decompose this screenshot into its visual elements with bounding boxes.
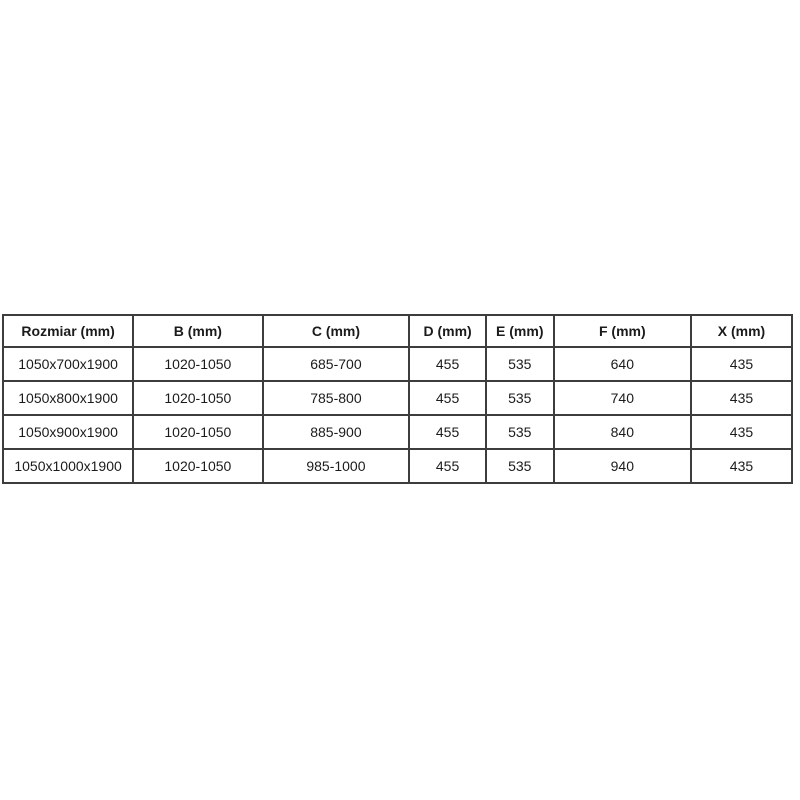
table-cell: 1020-1050 (133, 415, 262, 449)
table-cell: 1020-1050 (133, 381, 262, 415)
table-cell: 1020-1050 (133, 449, 262, 483)
table-cell: 1050x700x1900 (3, 347, 133, 381)
table-row (3, 449, 792, 483)
column-header: X (mm) (691, 315, 792, 347)
table-cell: 740 (554, 381, 691, 415)
table-body (3, 347, 792, 483)
table-cell: 1020-1050 (133, 347, 262, 381)
column-header: D (mm) (409, 315, 486, 347)
column-header: C (mm) (263, 315, 410, 347)
table-cell: 455 (409, 449, 486, 483)
table-row (3, 347, 792, 381)
column-header: F (mm) (554, 315, 691, 347)
table-header (3, 315, 792, 347)
table-cell: 535 (486, 381, 554, 415)
table-cell: 535 (486, 415, 554, 449)
table-cell: 455 (409, 381, 486, 415)
dimension-spec-table (2, 314, 793, 484)
table-cell: 435 (691, 381, 792, 415)
dimension-spec-table-container (2, 314, 793, 484)
table-cell: 985-1000 (263, 449, 410, 483)
table-header-row (3, 315, 792, 347)
table-row (3, 415, 792, 449)
column-header: Rozmiar (mm) (3, 315, 133, 347)
table-cell: 535 (486, 449, 554, 483)
table-cell: 840 (554, 415, 691, 449)
table-cell: 435 (691, 415, 792, 449)
table-cell: 940 (554, 449, 691, 483)
table-cell: 1050x800x1900 (3, 381, 133, 415)
table-cell: 885-900 (263, 415, 410, 449)
table-cell: 435 (691, 347, 792, 381)
table-cell: 455 (409, 415, 486, 449)
table-cell: 535 (486, 347, 554, 381)
table-cell: 640 (554, 347, 691, 381)
column-header: E (mm) (486, 315, 554, 347)
column-header: B (mm) (133, 315, 262, 347)
table-cell: 435 (691, 449, 792, 483)
table-cell: 685-700 (263, 347, 410, 381)
table-cell: 1050x900x1900 (3, 415, 133, 449)
table-row (3, 381, 792, 415)
table-cell: 785-800 (263, 381, 410, 415)
table-cell: 455 (409, 347, 486, 381)
table-cell: 1050x1000x1900 (3, 449, 133, 483)
